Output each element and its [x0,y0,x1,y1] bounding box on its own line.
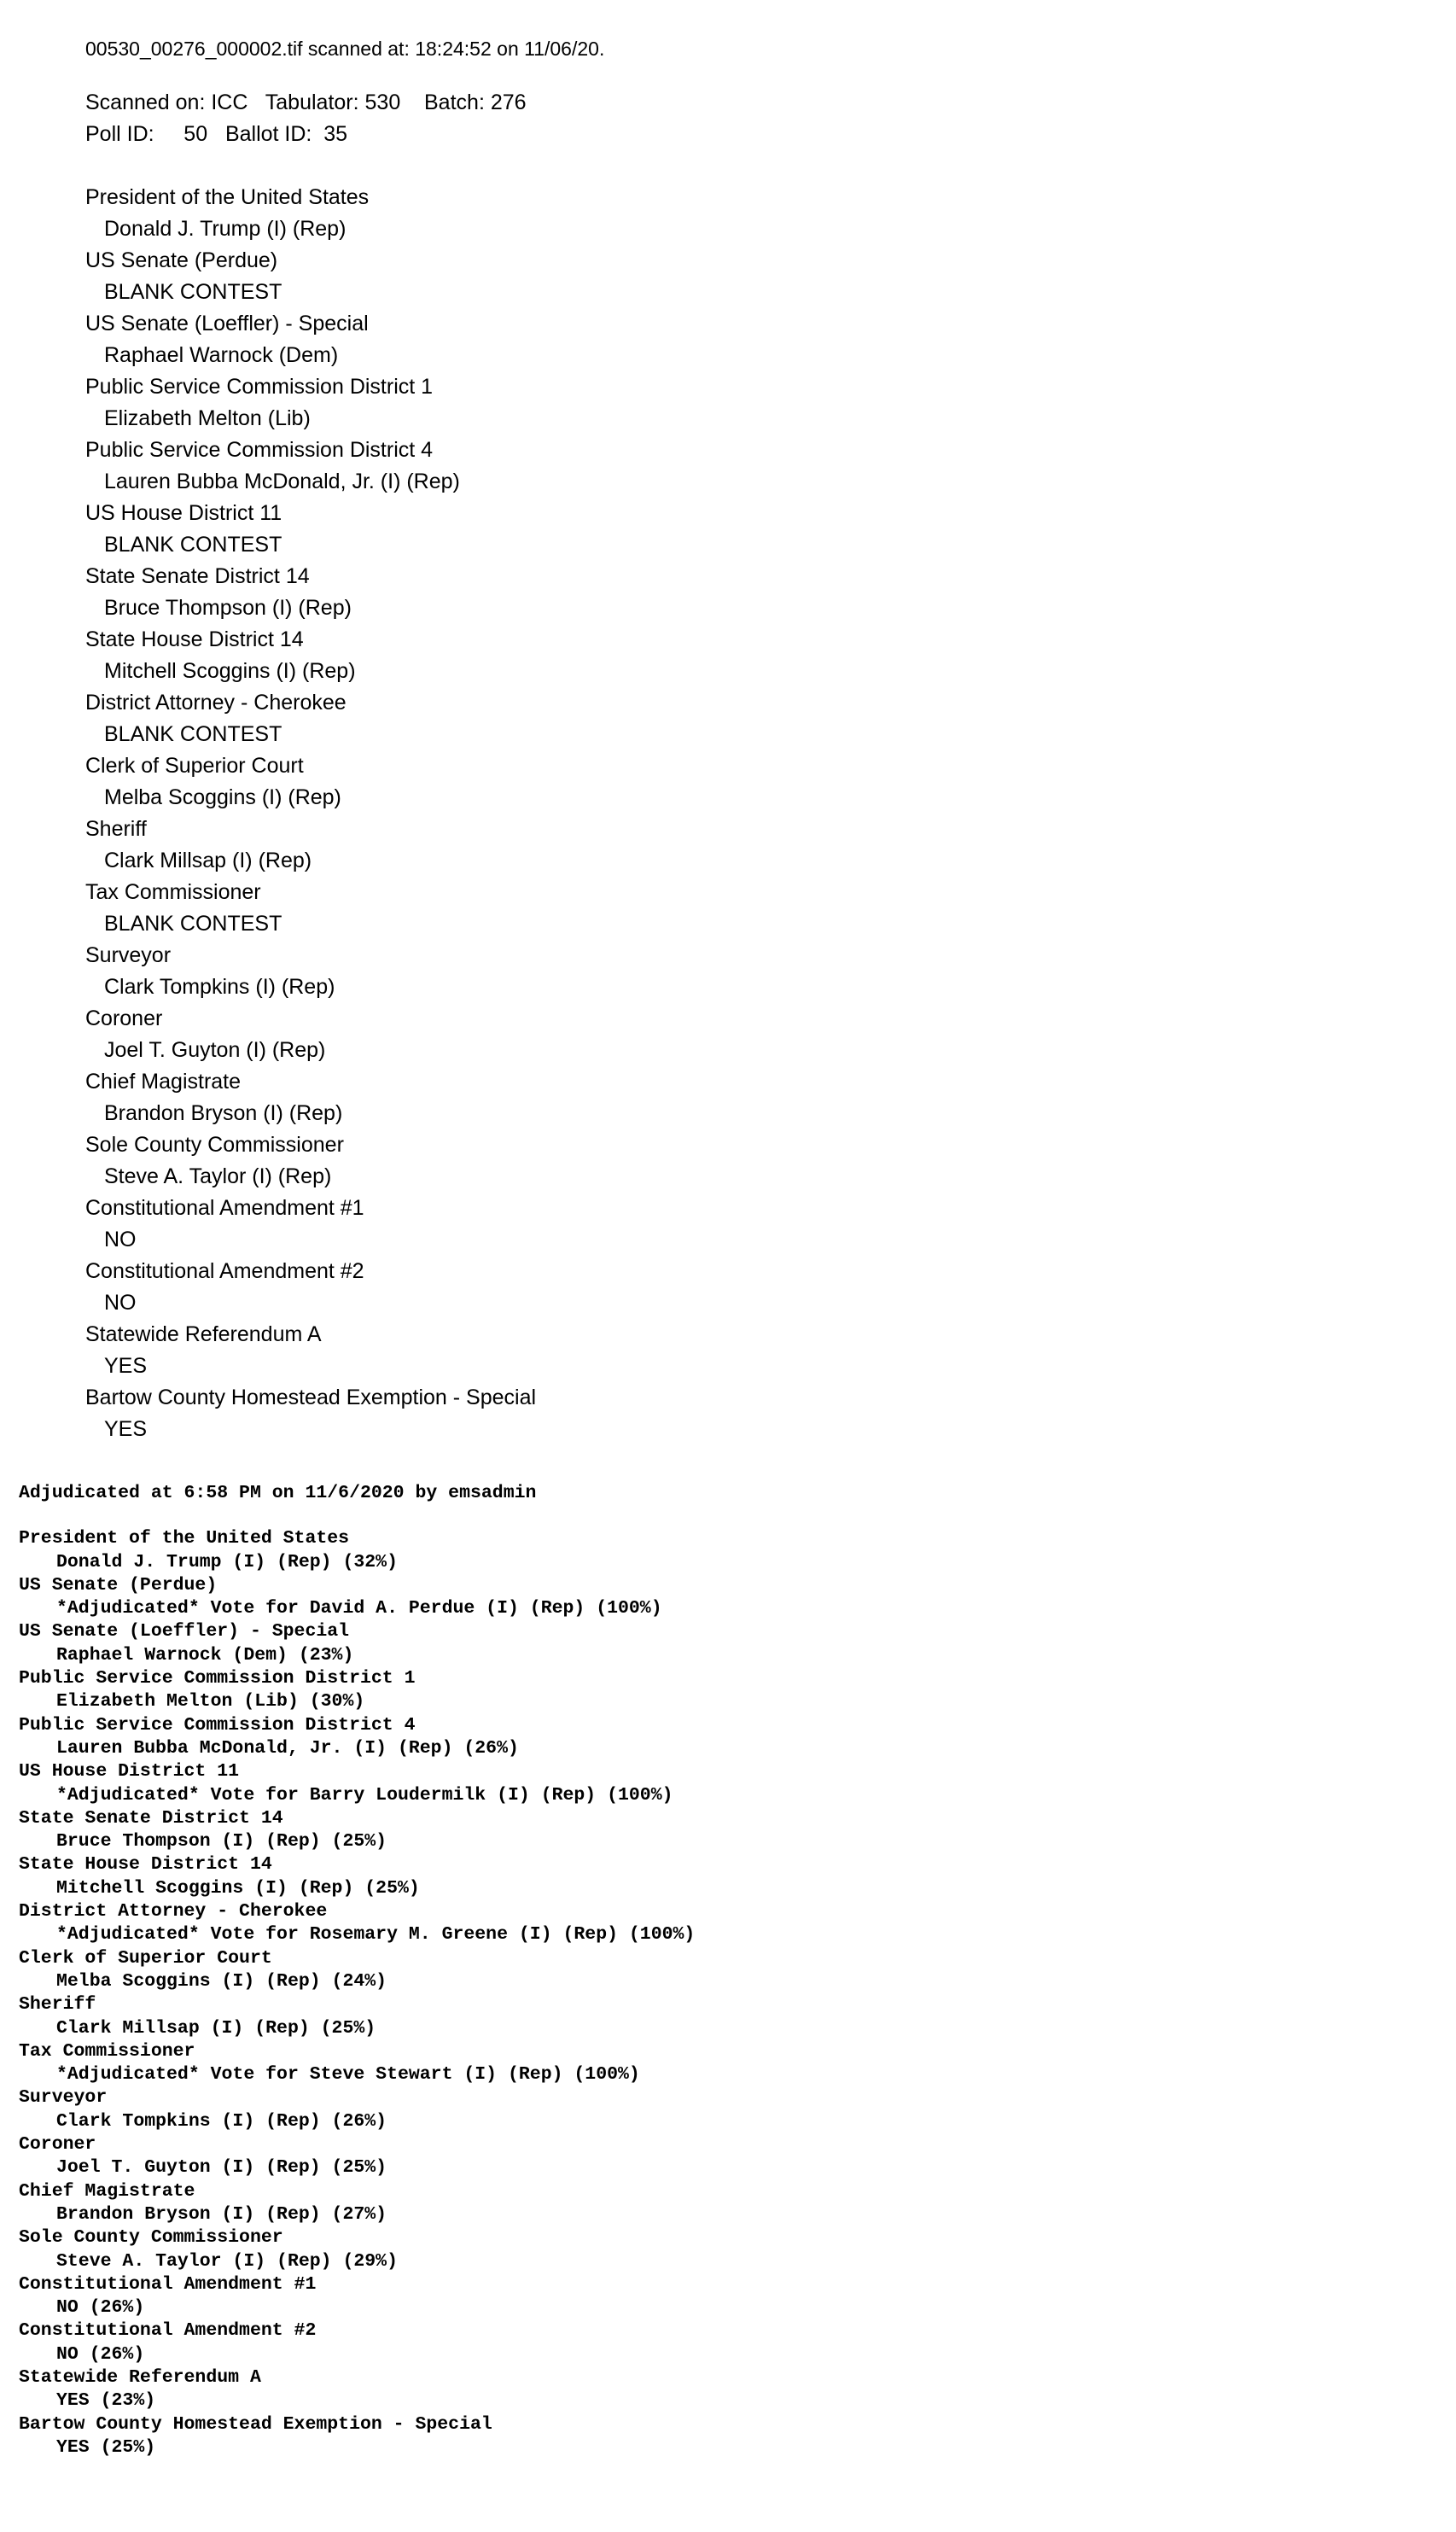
contest-title: State Senate District 14 [85,564,310,588]
contest-choice: Raphael Warnock (Dem) [104,343,339,367]
contest-choice: BLANK CONTEST [104,533,282,557]
spacer [85,150,1366,182]
contest-title: Constitutional Amendment #1 [19,2273,317,2295]
contest-title: State Senate District 14 [19,1807,283,1829]
contest-choice: NO [104,1291,137,1315]
contest-title: District Attorney - Cherokee [85,691,347,715]
contest-choice: Elizabeth Melton (Lib) [104,406,311,430]
contest-title: Tax Commissioner [85,880,261,904]
contest-title: President of the United States [85,185,370,209]
contest-title: Statewide Referendum A [19,2366,261,2388]
contest-choice: Melba Scoggins (I) (Rep) [104,785,341,809]
contest-choice: Lauren Bubba McDonald, Jr. (I) (Rep) [104,470,460,493]
contest-title: Sole County Commissioner [19,2227,283,2249]
contest-title: US Senate (Perdue) [85,248,278,272]
contest-choice: Donald J. Trump (I) (Rep) [104,217,347,241]
contest-title: Coroner [19,2134,96,2156]
contest-choice: Raphael Warnock (Dem) (23%) [56,1644,354,1666]
contest-choice: Clark Tompkins (I) (Rep) (26%) [56,2110,387,2132]
scan-meta-line-1: Scanned on: ICC Tabulator: 530 Batch: 276 [85,90,527,114]
contest-choice: Clark Tompkins (I) (Rep) [104,975,335,999]
contest-choice: BLANK CONTEST [104,722,282,746]
contest-title: Surveyor [85,943,172,967]
contest-title: US House District 11 [85,501,282,525]
contest-title: Public Service Commission District 4 [19,1714,416,1736]
contest-title: Sheriff [85,817,147,841]
contest-title: Constitutional Amendment #2 [85,1259,364,1283]
adjudication-contest-list [19,1527,1427,2459]
contest-title: Bartow County Homestead Exemption - Special [85,1386,537,1409]
contest-title: Coroner [85,1006,163,1030]
contest-title: Bartow County Homestead Exemption - Special [19,2413,492,2435]
scan-meta-line-2: Poll ID: 50 Ballot ID: 35 [85,122,348,146]
scan-info-line: 00530_00276_000002.tif scanned at: 18:24:52 on 11/06/20. [85,38,605,60]
contest-title: Public Service Commission District 4 [85,438,434,462]
contest-choice: *Adjudicated* Vote for Barry Loudermilk (I) (Rep) (100%) [56,1784,673,1806]
contest-title: President of the United States [19,1528,350,1549]
contest-title: Sheriff [19,1994,96,2016]
contest-title: Chief Magistrate [19,2180,195,2202]
contest-choice: Steve A. Taylor (I) (Rep) (29%) [56,2250,398,2272]
contest-choice: Bruce Thompson (I) (Rep) [104,596,352,620]
contest-choice: Lauren Bubba McDonald, Jr. (I) (Rep) (26%) [56,1737,519,1759]
contest-title: Tax Commissioner [19,2040,195,2062]
contest-title: Public Service Commission District 1 [85,375,434,399]
contest-choice: BLANK CONTEST [104,912,282,936]
contest-choice: Clark Millsap (I) (Rep) [104,849,312,872]
contest-title: Sole County Commissioner [85,1133,344,1157]
contest-choice: Clark Millsap (I) (Rep) (25%) [56,2017,376,2039]
contest-title: US Senate (Perdue) [19,1574,218,1596]
contest-choice: Bruce Thompson (I) (Rep) (25%) [56,1831,387,1852]
contest-title: State House District 14 [85,627,304,651]
contest-choice: BLANK CONTEST [104,280,282,304]
contest-choice: Steve A. Taylor (I) (Rep) [104,1164,332,1188]
contest-choice: Joel T. Guyton (I) (Rep) (25%) [56,2157,387,2179]
contest-title: US Senate (Loeffler) - Special [19,1621,350,1642]
contest-choice: YES (23%) [56,2390,156,2412]
contest-title: Surveyor [19,2087,108,2109]
ballot-image-section [85,36,1366,1445]
contest-choice: NO [104,1228,137,1251]
contest-title: District Attorney - Cherokee [19,1901,328,1922]
adjudication-header: Adjudicated at 6:58 PM on 11/6/2020 by emsadmin [19,1483,537,1503]
ballot-contest-list [85,182,1366,1445]
contest-choice: Elizabeth Melton (Lib) (30%) [56,1691,365,1712]
contest-choice: *Adjudicated* Vote for Steve Stewart (I) (Rep) (100%) [56,2064,640,2086]
contest-choice: YES [104,1417,148,1441]
contest-choice: Joel T. Guyton (I) (Rep) [104,1038,326,1062]
contest-title: Clerk of Superior Court [19,1947,272,1969]
contest-choice: NO (26%) [56,2343,145,2365]
contest-title: Constitutional Amendment #2 [19,2320,317,2342]
contest-choice: *Adjudicated* Vote for David A. Perdue (I) (Rep) (100%) [56,1598,662,1619]
contest-choice: Donald J. Trump (I) (Rep) (32%) [56,1551,398,1572]
contest-title: US House District 11 [19,1761,240,1782]
contest-choice: Melba Scoggins (I) (Rep) (24%) [56,1970,387,1992]
contest-title: Public Service Commission District 1 [19,1668,416,1689]
contest-choice: Mitchell Scoggins (I) (Rep) (25%) [56,1877,420,1899]
contest-title: US Senate (Loeffler) - Special [85,312,369,335]
contest-choice: YES (25%) [56,2436,156,2458]
contest-title: Chief Magistrate [85,1070,242,1094]
contest-choice: YES [104,1354,148,1378]
contest-choice: NO (26%) [56,2297,145,2319]
contest-title: Constitutional Amendment #1 [85,1196,364,1220]
adjudication-section [19,1482,1427,2459]
contest-choice: Brandon Bryson (I) (Rep) [104,1101,343,1125]
contest-title: State House District 14 [19,1854,272,1876]
contest-choice: Brandon Bryson (I) (Rep) (27%) [56,2203,387,2225]
contest-choice: *Adjudicated* Vote for Rosemary M. Greene (I) (Rep) (100%) [56,1924,696,1946]
contest-choice: Mitchell Scoggins (I) (Rep) [104,659,356,683]
contest-title: Statewide Referendum A [85,1322,322,1346]
contest-title: Clerk of Superior Court [85,754,304,778]
